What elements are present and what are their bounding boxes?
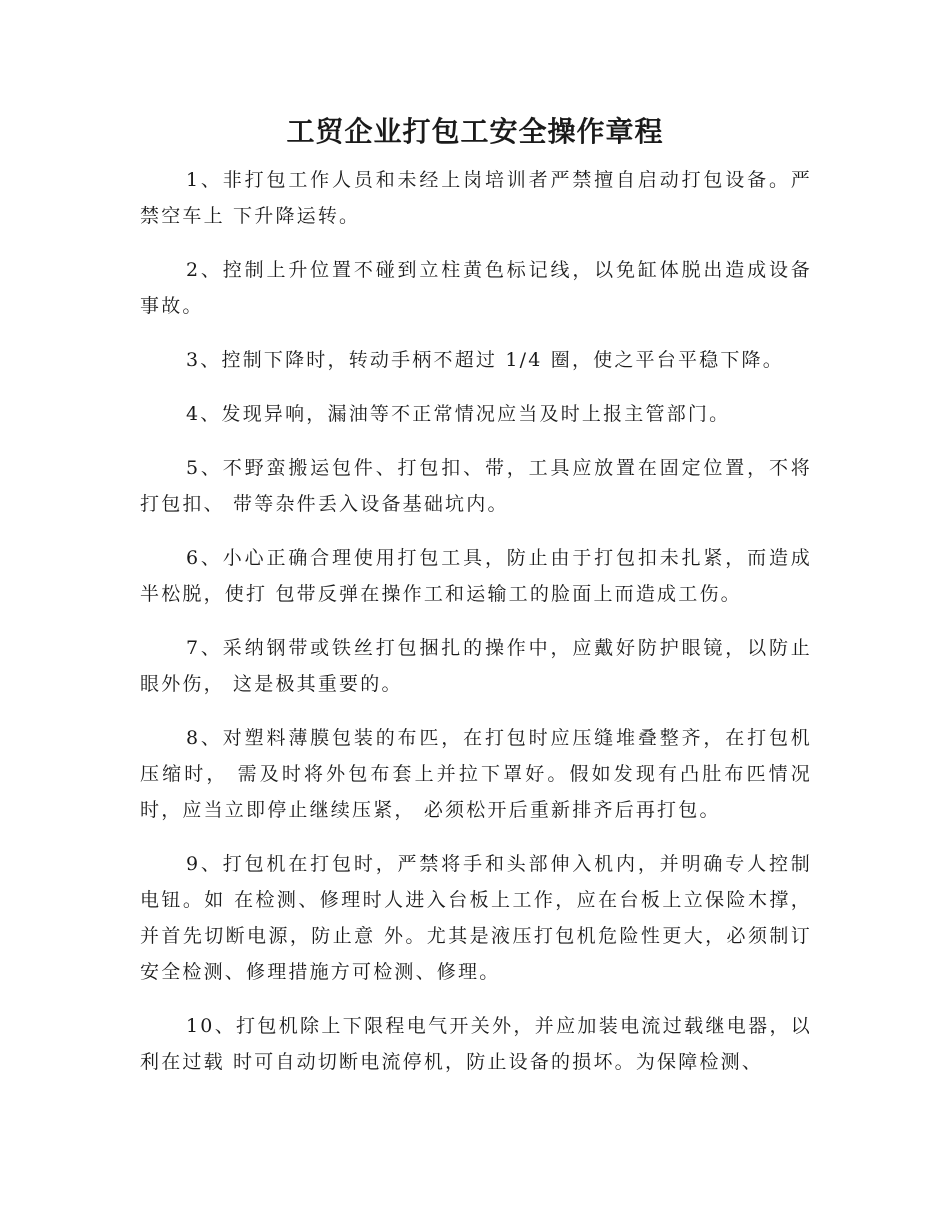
paragraph-6: 6、小心正确合理使用打包工具，防止由于打包扣未扎紧，而造成半松脱，使打 包带反弹在操作工和运输工的脸面上而造成工伤。	[140, 547, 812, 605]
document-title: 工贸企业打包工安全操作章程	[286, 115, 664, 148]
paragraph-3: 3、控制下降时，转动手柄不超过 1/4 圈，使之平台平稳下降。	[186, 349, 784, 371]
paragraph-9: 9、打包机在打包时，严禁将手和头部伸入机内，并明确专人控制电钮。如 在检测、修理时人进入台板上工作，应在台板上立保险木撑，并首先切断电源，防止意 外。尤其是液压打包机危险性更大，必须制订安全检测、修理措施方可检测、修理。	[140, 853, 812, 983]
paragraph-4: 4、发现异响，漏油等不正常情况应当及时上报主管部门。	[186, 403, 731, 425]
paragraph-10: 10、打包机除上下限程电气开关外，并应加装电流过载继电器，以利在过载 时可自动切断电流停机，防止设备的损坏。为保障检测、	[140, 1015, 812, 1073]
paragraph-8: 8、对塑料薄膜包装的布匹，在打包时应压缝堆叠整齐，在打包机压缩时， 需及时将外包布套上并拉下罩好。假如发现有凸肚布匹情况时，应当立即停止继续压紧， 必须松开后重新排齐后再打包。	[140, 727, 812, 821]
document-body	[140, 162, 812, 1098]
paragraph-2: 2、控制上升位置不碰到立柱黄色标记线，以免缸体脱出造成设备事故。	[140, 259, 812, 317]
paragraph-5: 5、不野蛮搬运包件、打包扣、带，工具应放置在固定位置，不将打包扣、 带等杂件丢入设备基础坑内。	[140, 457, 812, 515]
paragraph-1: 1、非打包工作人员和未经上岗培训者严禁擅自启动打包设备。严禁空车上 下升降运转。	[140, 169, 812, 227]
paragraph-7: 7、采纳钢带或铁丝打包捆扎的操作中，应戴好防护眼镜，以防止眼外伤， 这是极其重要的。	[140, 637, 812, 695]
